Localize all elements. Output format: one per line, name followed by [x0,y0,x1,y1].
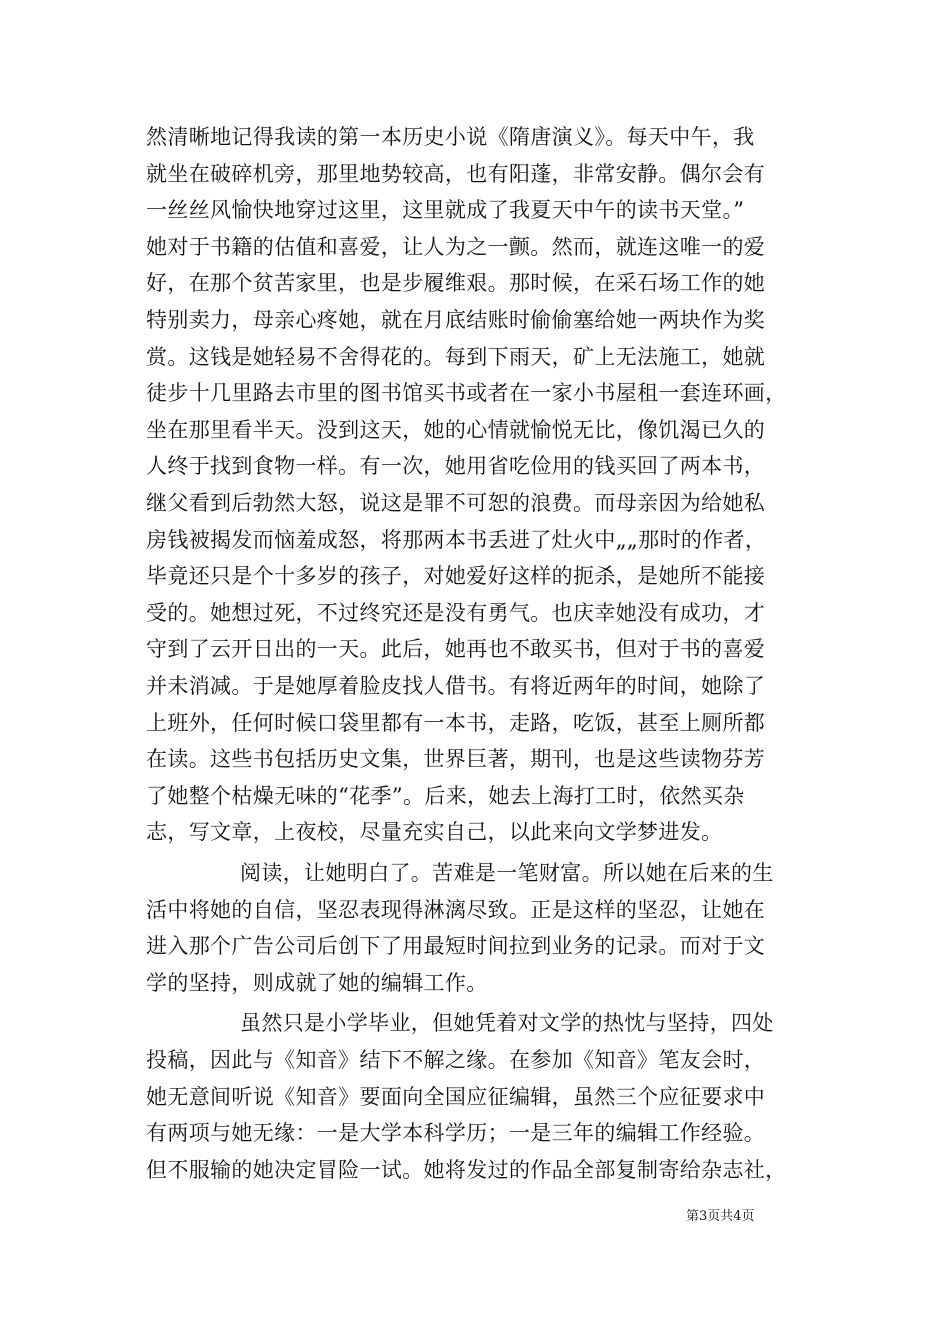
text-line: 然清晰地记得我读的第一本历史小说《隋唐演义》。每天中午，我 [146,125,755,149]
text-line: 守到了云开日出的一天。此后，她再也不敢买书，但对于书的喜爱 [146,637,766,662]
text-line: 她无意间听说《知音》要面向全国应征编辑，虽然三个应征要求中 [146,1084,766,1109]
paragraph-start-line: 阅读，让她明白了。苦难是一笔财富。所以她在后来的生 [240,861,774,885]
text-line: 一丝丝风愉快地穿过这里，这里就成了我夏天中午的读书天堂。” [146,198,745,223]
text-line: 继父看到后勃然大怒，说这是罪不可恕的浪费。而母亲因为给她私 [146,491,766,515]
text-line: 投稿，因此与《知音》结下不解之缘。在参加《知音》笔友会时， [146,1048,766,1072]
text-line: 在读。这些书包括历史文集，世界巨著，期刊，也是这些读物芬芳 [146,747,766,772]
text-line: 人终于找到食物一样。有一次，她用省吃俭用的钱买回了两本书， [146,454,766,479]
text-line: 赏。这钱是她轻易不舍得花的。每到下雨天，矿上无法施工，她就 [146,344,766,369]
paragraph-start-line: 虽然只是小学毕业，但她凭着对文学的热忱与坚持，四处 [240,1011,774,1036]
text-line: 有两项与她无缘：一是大学本科学历；一是三年的编辑工作经验。 [146,1121,766,1146]
text-line: 志，写文章，上夜校，尽量充实自己，以此来向文学梦进发。 [146,820,723,845]
page-number-footer: 第3页共4页 [686,1209,755,1224]
text-line: 进入那个广告公司后创下了用最短时间拉到业务的记录。而对于文 [146,934,766,959]
text-line: 特别卖力，母亲心疼她，就在月底结账时偷偷塞给她一两块作为奖 [146,308,766,332]
text-line: 受的。她想过死，不过终究还是没有勇气。也庆幸她没有成功，才 [146,600,766,625]
text-line: 并未消减。于是她厚着脸皮找人借书。有将近两年的时间，她除了 [146,674,766,698]
text-line: 房钱被揭发而恼羞成怒，将那两本书丢进了灶火中„„那时的作者， [146,527,767,552]
text-line: 徒步十几里路去市里的图书馆买书或者在一家小书屋租一套连环画， [146,381,787,406]
text-line: 她对于书籍的估值和喜爱，让人为之一颤。然而，就连这唯一的爱 [146,234,766,259]
text-line: 毕竟还只是个十多岁的孩子，对她爱好这样的扼杀，是她所不能接 [146,564,766,589]
text-line: 学的坚持，则成就了她的编辑工作。 [146,970,488,995]
text-line: 就坐在破碎机旁，那里地势较高，也有阳蓬，非常安静。偶尔会有 [146,161,766,186]
text-line: 坐在那里看半天。没到这天，她的心情就愉悦无比，像饥渴已久的 [146,417,766,442]
text-line: 好，在那个贫苦家里，也是步履维艰。那时候，在采石场工作的她 [146,271,766,296]
text-line: 了她整个枯燥无味的“花季”。后来，她去上海打工时，依然买杂 [146,783,745,808]
text-line: 上班外，任何时候口袋里都有一本书，走路，吃饭，甚至上厕所都 [146,710,766,735]
text-line: 但不服输的她决定冒险一试。她将发过的作品全部复制寄给杂志社， [146,1157,787,1182]
text-line: 活中将她的自信，坚忍表现得淋漓尽致。正是这样的坚忍，让她在 [146,897,766,922]
